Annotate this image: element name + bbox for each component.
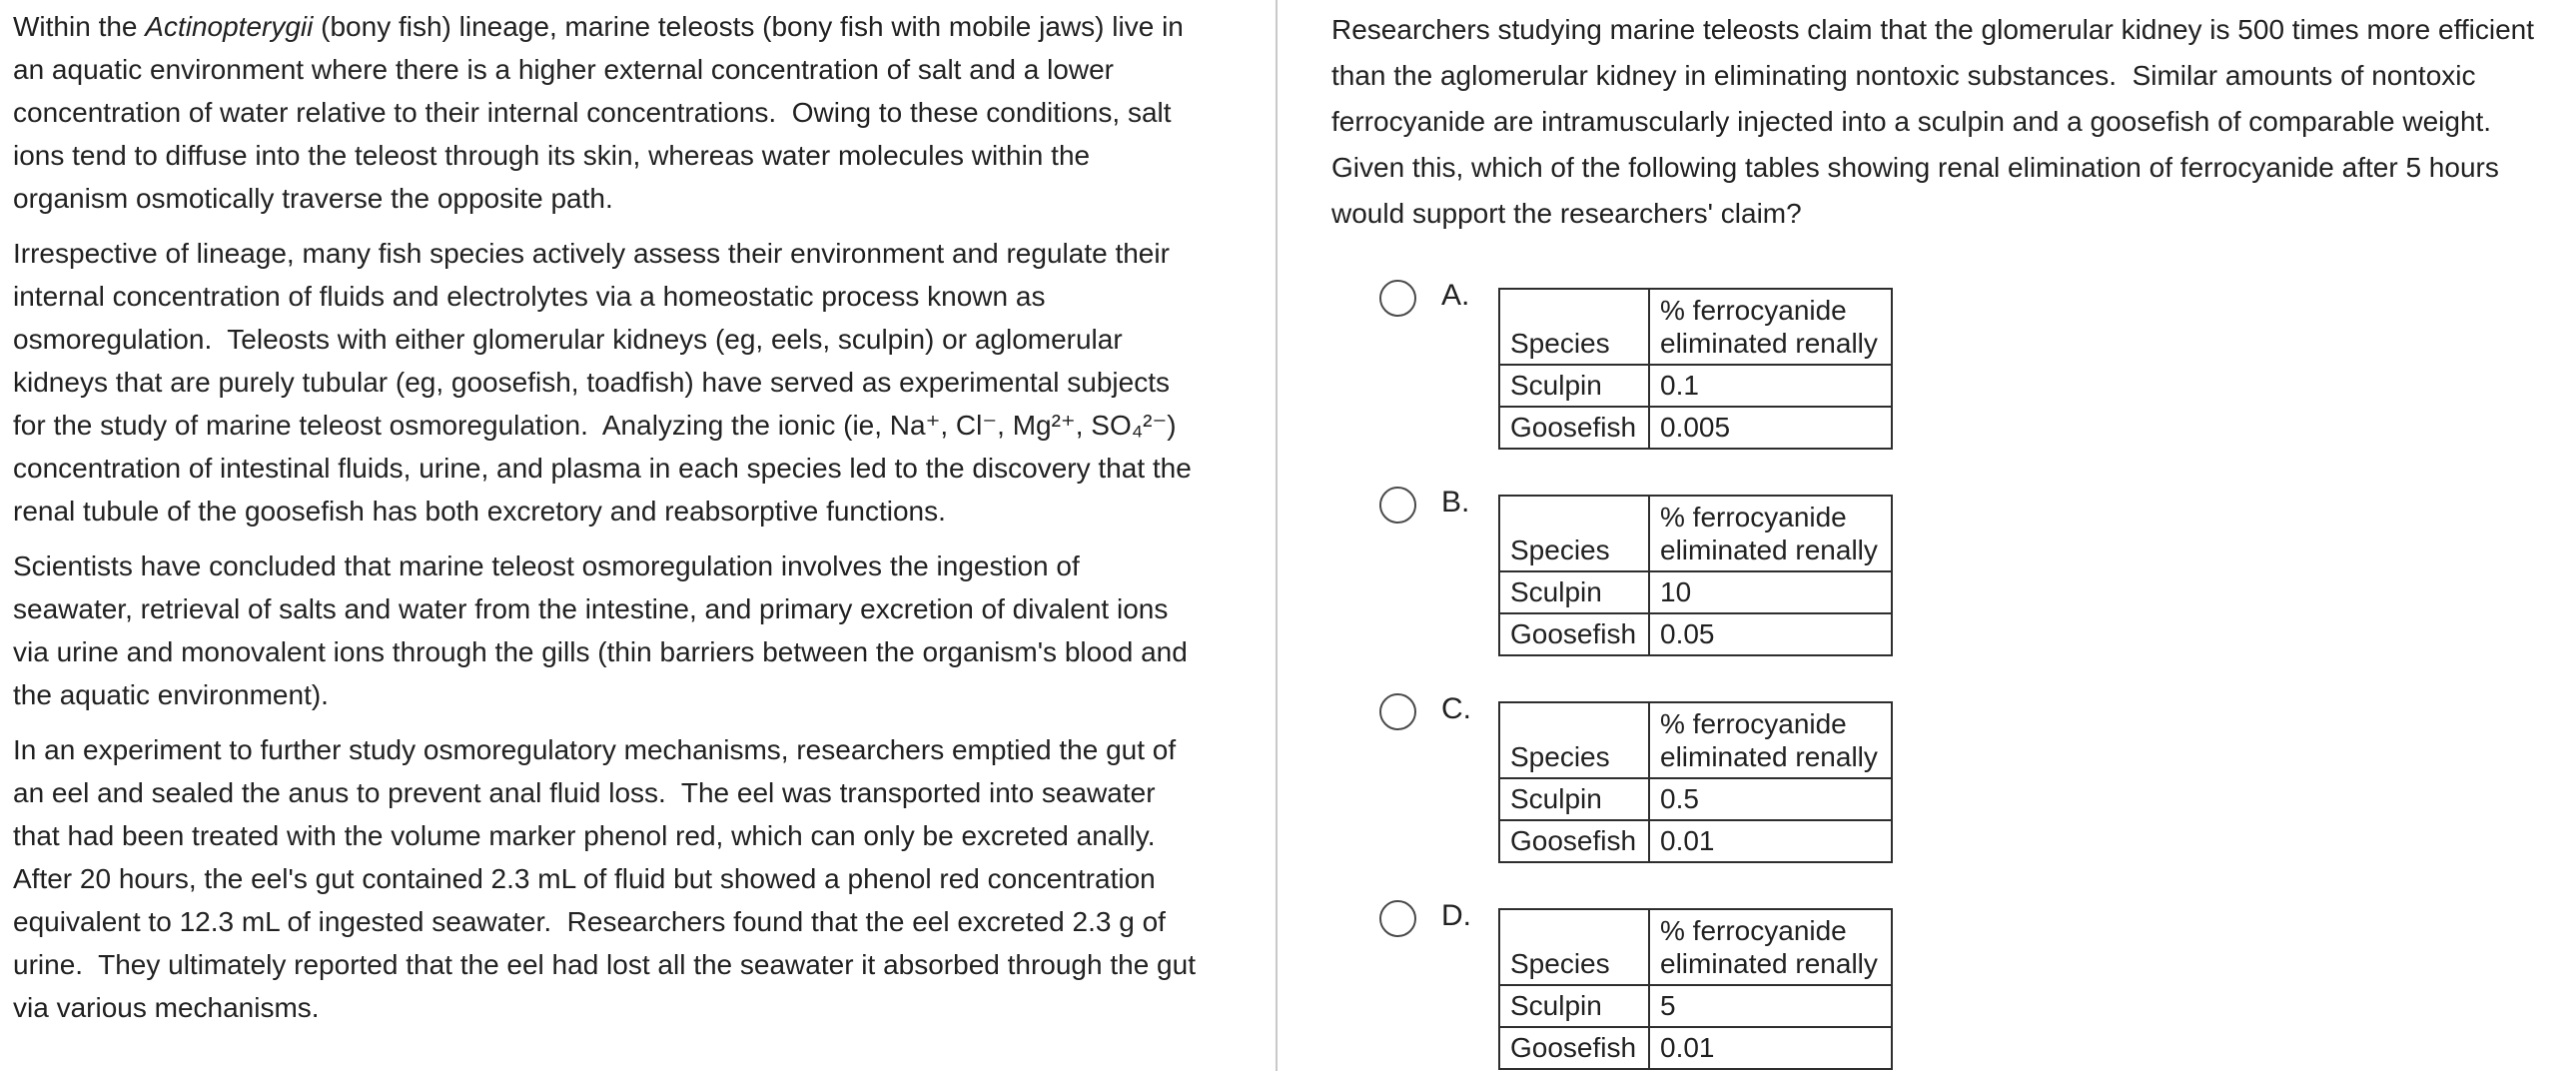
table-header-species: Species — [1499, 289, 1649, 365]
table-header-value: % ferrocyanide eliminated renally — [1649, 496, 1892, 571]
option-c-radio[interactable] — [1379, 693, 1416, 730]
answer-option-a[interactable] — [1441, 279, 2566, 450]
species-cell: Goosefish — [1499, 820, 1649, 862]
value-cell: 0.05 — [1649, 613, 1892, 655]
passage-paragraph-1 — [13, 5, 1201, 220]
species-cell: Goosefish — [1499, 1027, 1649, 1069]
table-row — [1499, 985, 1892, 1027]
option-a-table — [1498, 288, 1893, 450]
table-row — [1499, 571, 1892, 613]
table-row — [1499, 407, 1892, 449]
answer-option-c[interactable] — [1441, 692, 2566, 863]
table-header-value: % ferrocyanide eliminated renally — [1649, 702, 1892, 778]
passage-paragraph-3: Scientists have concluded that marine teleost osmoregulation involves the ingestion of seawater, retrieval of salts and water from the intestine, and primary excretion of divalent ions via urine and monovalent ions through the gills (thin barriers between the organism's blood and the aquatic environment). — [13, 550, 1196, 710]
table-row — [1499, 820, 1892, 862]
value-cell: 5 — [1649, 985, 1892, 1027]
option-b-letter: B. — [1441, 486, 1470, 519]
species-cell: Sculpin — [1499, 778, 1649, 820]
passage-paragraph-2: Irrespective of lineage, many fish species actively assess their environment and regulate their internal concentration of fluids and electrolytes via a homeostatic process known as osmoregulation. Teleosts with either glomerular kidneys (eg, eels, sculpin) or aglomerular kidneys that are purely tubular (eg, goosefish, toadfish) have served as experimental subjects for the study of marine teleost osmoregulation. Analyzing the ionic (ie, Na⁺, Cl⁻, Mg²⁺, SO₄²⁻) concentration of intestinal fluids, urine, and plasma in each species led to the discovery that the renal tubule of the goosefish has both excretory and reabsorptive functions. — [13, 238, 1200, 527]
species-cell: Goosefish — [1499, 407, 1649, 449]
table-header-value: % ferrocyanide eliminated renally — [1649, 289, 1892, 365]
question-stem: Researchers studying marine teleosts claim that the glomerular kidney is 500 times more efficient than the aglomerular kidney in eliminating nontoxic substances. Similar amounts of nontoxic ferrocyanide are intramuscularly injected into a sculpin and a goosefish of comparable weight. Given this, which of the following tables showing renal elimination of ferrocyanide after 5 hours would support the researchers' claim? — [1331, 14, 2542, 229]
table-header-value: % ferrocyanide eliminated renally — [1649, 909, 1892, 985]
value-cell: 0.01 — [1649, 820, 1892, 862]
answer-option-d[interactable] — [1441, 899, 2566, 1070]
passage-panel — [0, 0, 1278, 1071]
answer-options — [1331, 279, 2566, 1070]
table-row — [1499, 1027, 1892, 1069]
option-d-table — [1498, 908, 1893, 1070]
passage-p1-text-continued: (bony fish) lineage, marine teleosts (bony fish with mobile jaws) live in an aquatic environment where there is a higher external concentration of salt and a lower concentration of water relative to their internal concentrations. Owing to these conditions, salt ions tend to diffuse into the teleost through its skin, whereas water molecules within the organism osmotically traverse the opposite path. — [13, 11, 1192, 214]
option-d-radio[interactable] — [1379, 900, 1416, 937]
table-row — [1499, 778, 1892, 820]
species-cell: Sculpin — [1499, 571, 1649, 613]
value-cell: 10 — [1649, 571, 1892, 613]
option-d-letter: D. — [1441, 899, 1471, 932]
option-b-table — [1498, 495, 1893, 656]
passage-p1-species-name: Actinopterygii — [145, 11, 314, 42]
value-cell: 0.1 — [1649, 365, 1892, 407]
table-header-species: Species — [1499, 702, 1649, 778]
value-cell: 0.01 — [1649, 1027, 1892, 1069]
species-cell: Sculpin — [1499, 985, 1649, 1027]
option-b-radio[interactable] — [1379, 487, 1416, 524]
passage-p1-text: Within the — [13, 11, 146, 42]
question-panel — [1278, 0, 2576, 1071]
table-header-species: Species — [1499, 909, 1649, 985]
table-header-species: Species — [1499, 496, 1649, 571]
species-cell: Goosefish — [1499, 613, 1649, 655]
table-row — [1499, 613, 1892, 655]
species-cell: Sculpin — [1499, 365, 1649, 407]
answer-option-b[interactable] — [1441, 486, 2566, 656]
option-c-letter: C. — [1441, 692, 1471, 725]
option-a-radio[interactable] — [1379, 280, 1416, 317]
table-row — [1499, 365, 1892, 407]
value-cell: 0.005 — [1649, 407, 1892, 449]
option-a-letter: A. — [1441, 279, 1470, 312]
value-cell: 0.5 — [1649, 778, 1892, 820]
passage-paragraph-4: In an experiment to further study osmoregulatory mechanisms, researchers emptied the gut of an eel and sealed the anus to prevent anal fluid loss. The eel was transported into seawater that had been treated with the volume marker phenol red, which can only be excreted anally. After 20 hours, the eel's gut contained 2.3 mL of fluid but showed a phenol red concentration equivalent to 12.3 mL of ingested seawater. Researchers found that the eel excreted 2.3 g of urine. They ultimately reported that the eel had lost all the seawater it absorbed through the gut via various mechanisms. — [13, 734, 1204, 1023]
option-c-table — [1498, 701, 1893, 863]
